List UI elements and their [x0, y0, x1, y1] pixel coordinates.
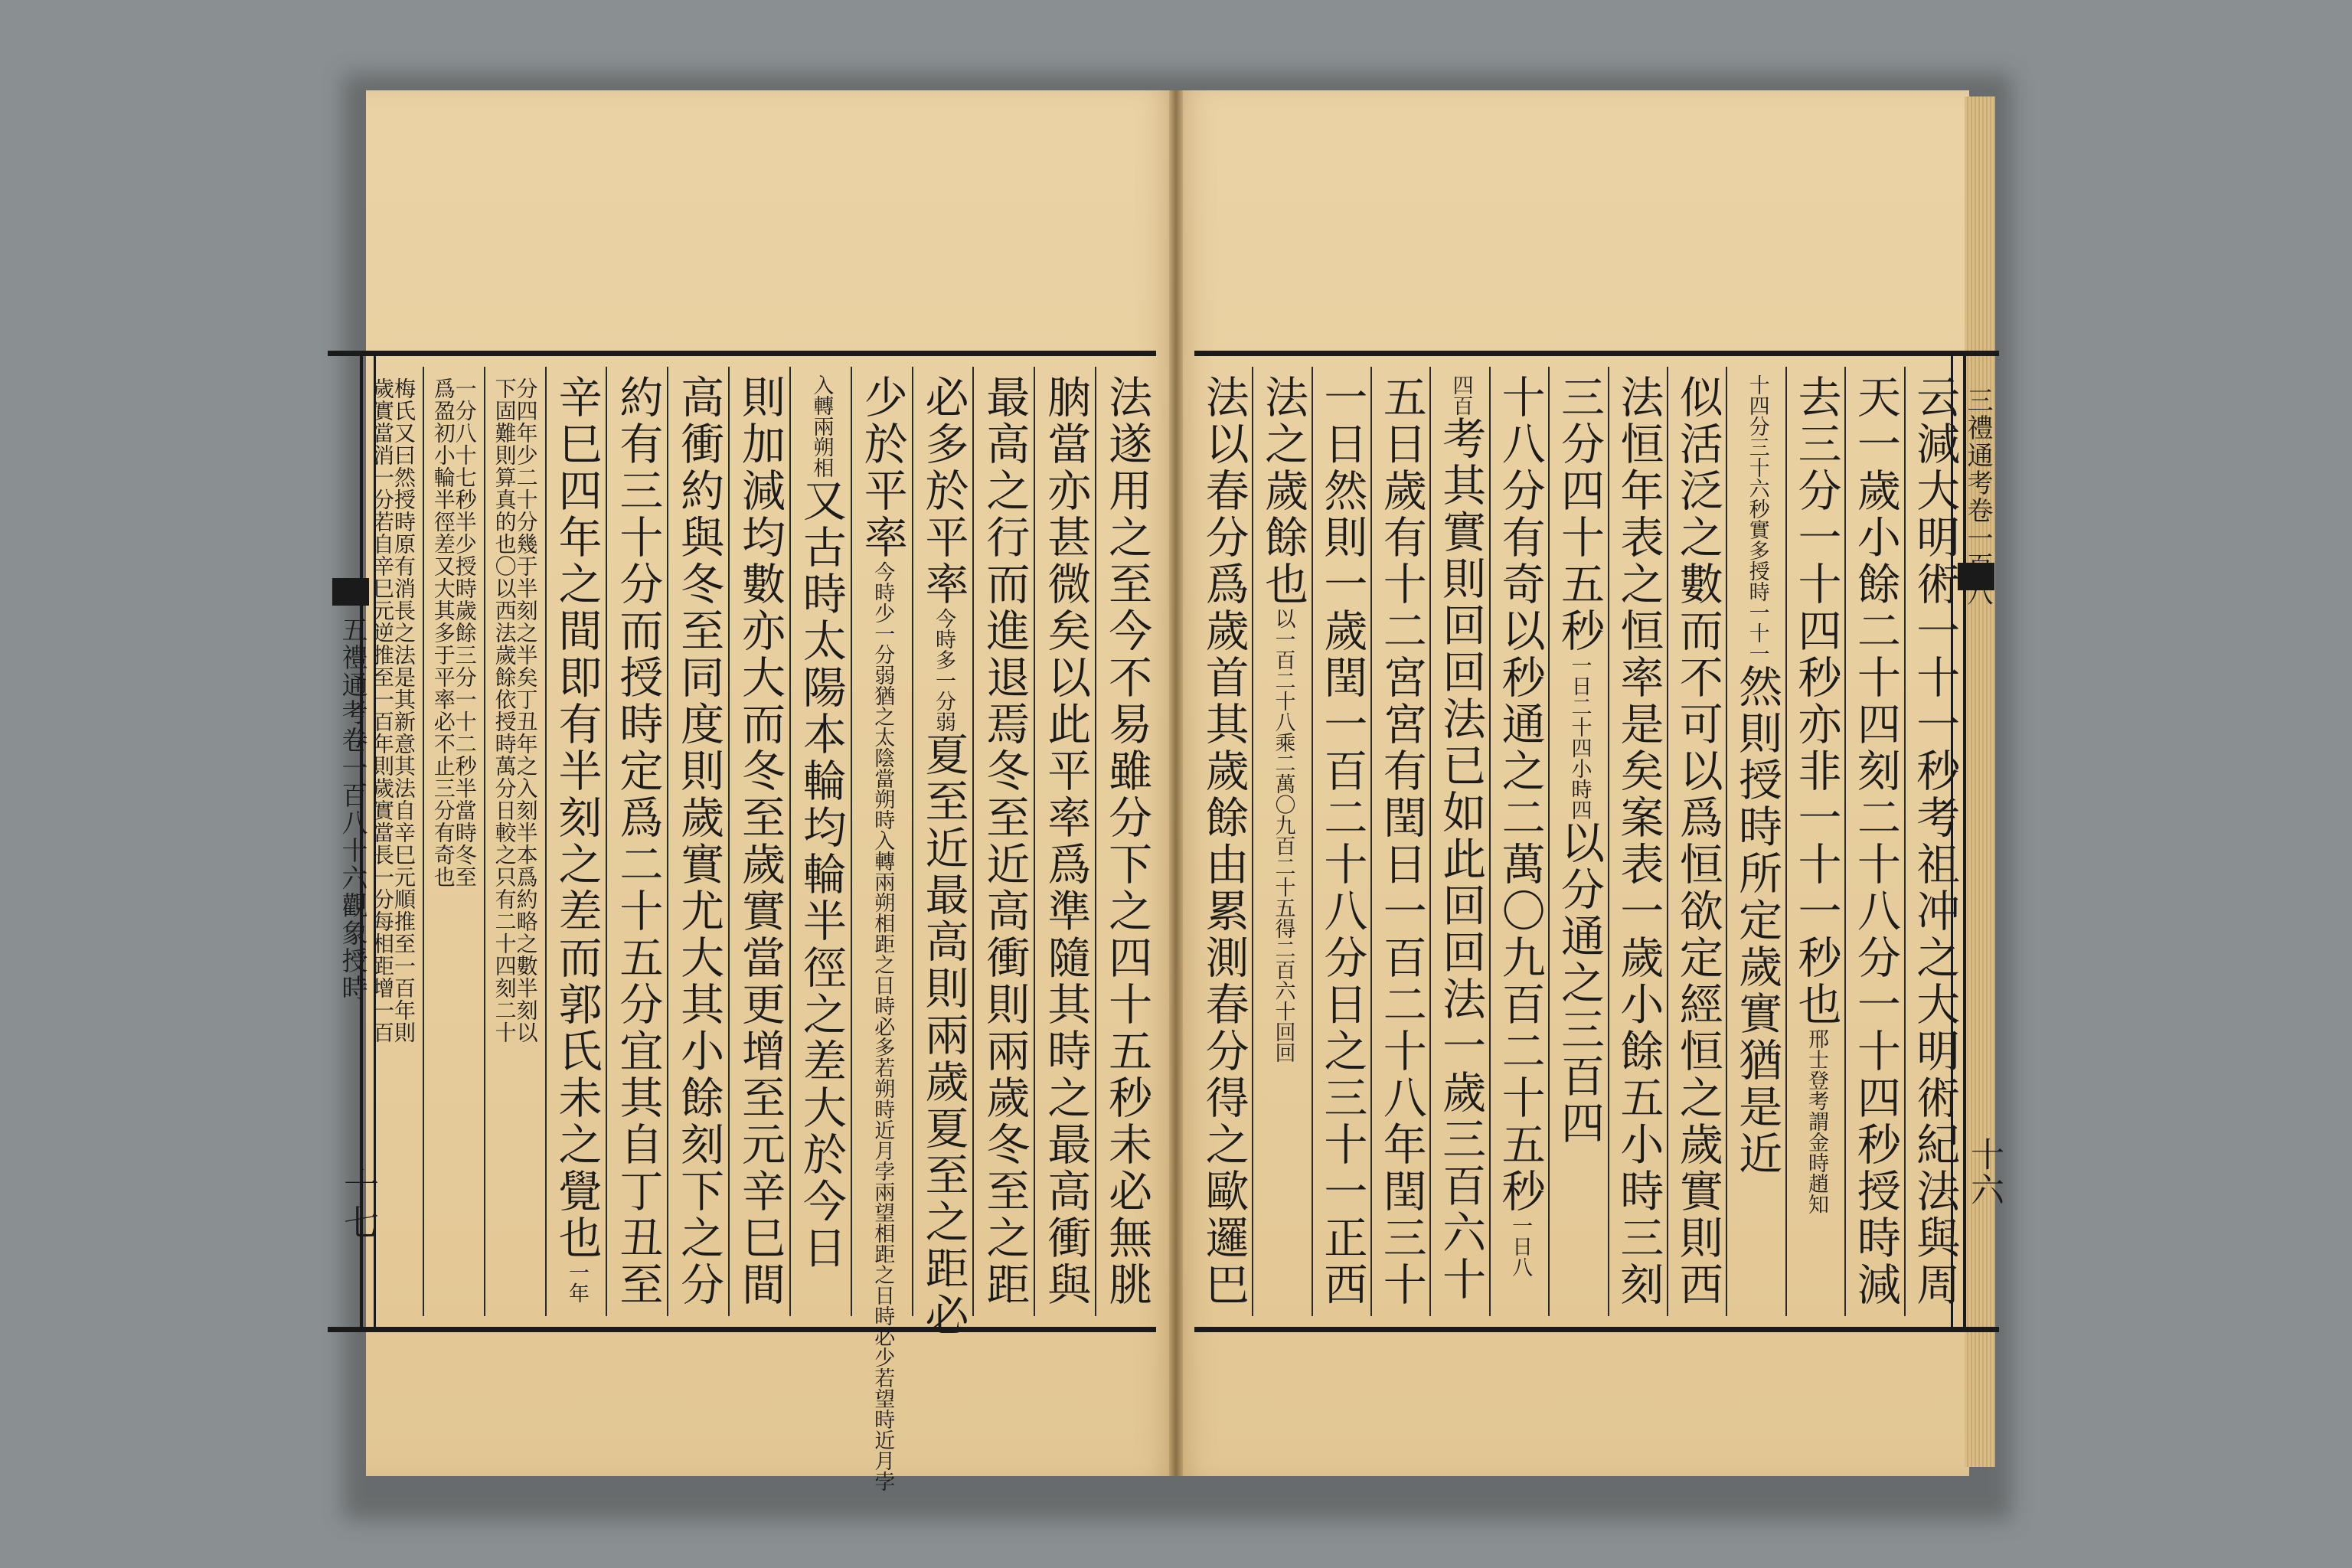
note-column [423, 367, 484, 1316]
annotation-text: 一年 [564, 1262, 589, 1303]
column-text [1257, 367, 1308, 1316]
column-text [918, 367, 969, 1339]
text-column [1429, 367, 1488, 1316]
main-text: 然則授時所定歲實猶是近 [1731, 664, 1782, 1178]
main-text: 以分通之三百四 [1553, 820, 1605, 1147]
text-column [972, 367, 1034, 1316]
text-column [545, 367, 606, 1316]
text-column [1548, 367, 1607, 1316]
annotation-text: 爲盈初小輪半徑差又大其多于平率必不止三分有奇也 [430, 377, 456, 888]
annotation-text: 分四年少二十分幾于半刻之半矣丁丑年之入刻半本爲約略之數半刻以 [513, 377, 539, 1044]
text-column [1489, 367, 1548, 1316]
text-column [1844, 367, 1903, 1316]
text-column [1312, 367, 1370, 1316]
column-text: 法恒年表之恒率是矣案表一歲小餘五小時三刻 [1612, 374, 1664, 1308]
text-column [1785, 367, 1844, 1316]
book-gutter [1169, 90, 1183, 1476]
left-margin-title: 五禮通考卷一百八十六觀象授時 [337, 616, 368, 1002]
column-text: 一日然則一歲閏一百二十八分日之三十一正西 [1316, 374, 1367, 1308]
column-text: 則加減均數亦大而冬至歲實當更增至元辛巳間 [734, 374, 786, 1308]
main-text: 法之歲餘也 [1257, 374, 1308, 608]
column-text: 似活泛之數而不可以爲恒欲定經恒之歲實則西 [1672, 374, 1723, 1308]
main-text: 又古時太陽本輪均輪半徑之差大於今日 [795, 478, 847, 1272]
column-text [1553, 367, 1605, 1316]
annotation-text: 歲實當消一分若自辛巳元逆推至一百年則歲實當長一分每相距增一百 [369, 377, 395, 1044]
column-text: 天一歲小餘二十四刻二十八分一十四秒授時減 [1850, 374, 1901, 1308]
text-column [912, 367, 973, 1339]
annotation-text: 一分八十七秒半少授時歲餘三分一十二秒半當時冬至 [452, 377, 478, 888]
main-text: 少於平率 [857, 374, 908, 561]
right-margin-title: 三禮通考卷一百八 [1962, 387, 1993, 607]
main-text: 必多於平率 [918, 374, 969, 608]
main-text: 考其實則回回法已如此回回法一歲三百六十 [1435, 416, 1486, 1303]
text-column [1370, 367, 1429, 1316]
annotation-text: 一日二十四小時四 [1567, 655, 1592, 820]
column-text [1435, 367, 1486, 1316]
column-text [857, 367, 908, 1491]
text-column [789, 367, 851, 1316]
column-text: 云減大明術一十一秒考祖冲之大明術紀法與周 [1909, 374, 1960, 1308]
column-text [1731, 367, 1782, 1316]
left-text-frame [360, 351, 1156, 1491]
main-text: 十八分有奇以秒通之二萬〇九百二十五秒 [1494, 374, 1546, 1215]
right-text-frame [1194, 351, 1966, 1332]
text-column [1194, 367, 1252, 1316]
text-column [851, 367, 912, 1491]
column-text [1494, 367, 1546, 1316]
text-column [1608, 367, 1667, 1316]
annotation-text: 今時少一分弱猶之太陰當朔時入轉兩朔相距之日時必多若朔時近月孛兩望相距之日時必少若望時近月孛 [871, 561, 895, 1491]
left-margin-page-number: 十七 [338, 1168, 380, 1241]
note-column [363, 367, 423, 1316]
text-column [1252, 367, 1311, 1316]
text-column [667, 367, 728, 1316]
note-column [484, 367, 545, 1316]
right-margin-page-number: 十六 [1965, 1137, 2004, 1207]
annotation-text: 以一百二十八乘二萬〇九百二十五得二百六十回回 [1271, 608, 1295, 1063]
main-text: 三分四十五秒 [1553, 374, 1605, 655]
column-text: 朒當亦甚微矣以此平率爲準隨其時之最高衝與 [1040, 374, 1091, 1308]
column-text: 五日歲有十二宮宮有閏日一百二十八年閏三十 [1376, 374, 1427, 1308]
annotation-text: 四百 [1449, 374, 1473, 416]
main-text: 辛巳四年之間即有半刻之差而郭氏未之覺也 [550, 374, 602, 1262]
main-text: 夏至近最高則兩歲夏至之距必 [918, 732, 969, 1339]
column-text: 最高之行而進退焉冬至近高衝則兩歲冬至之距 [978, 374, 1030, 1308]
text-column [1034, 367, 1095, 1316]
column-text: 法以春分爲歲首其歲餘由累測春分得之歐邏巴 [1198, 374, 1250, 1308]
text-column [1726, 367, 1785, 1316]
annotation-text: 下固難則算真的也〇以西法歲餘依授時萬分日較之只有二十四刻二十 [492, 377, 518, 1044]
column-text [550, 367, 602, 1316]
annotation-text: 入轉兩朔相 [809, 374, 834, 478]
right-columns [1194, 367, 1963, 1316]
text-column [728, 367, 789, 1316]
column-text: 高衝約與冬至同度則歲實尤大其小餘刻下之分 [673, 374, 724, 1308]
annotation-text: 一日八 [1508, 1215, 1533, 1277]
column-text: 法遂用之至今不易雖分下之四十五秒未必無朓 [1101, 374, 1152, 1308]
left-columns [363, 367, 1156, 1491]
annotation-text: 邢士登考謂金時趙知 [1805, 1028, 1829, 1214]
text-column [1095, 367, 1156, 1316]
column-text [1791, 367, 1842, 1316]
main-text: 去三分一十四秒亦非一十一秒也 [1791, 374, 1842, 1028]
text-column [1667, 367, 1726, 1316]
annotation-text: 今時多 [932, 608, 956, 670]
text-column [606, 367, 667, 1316]
annotation-text: 梅氏又曰然授時原有消長之法是其新意其法自辛巳元順推至一百年則 [390, 377, 416, 1044]
annotation-text: 一分弱 [932, 670, 956, 732]
column-text [795, 367, 847, 1316]
annotation-text: 十四分三十六秒實多授時一十一 [1745, 374, 1769, 664]
column-text: 約有三十分而授時定爲二十五分宜其自丁丑至 [612, 374, 663, 1308]
text-column [1904, 367, 1963, 1316]
